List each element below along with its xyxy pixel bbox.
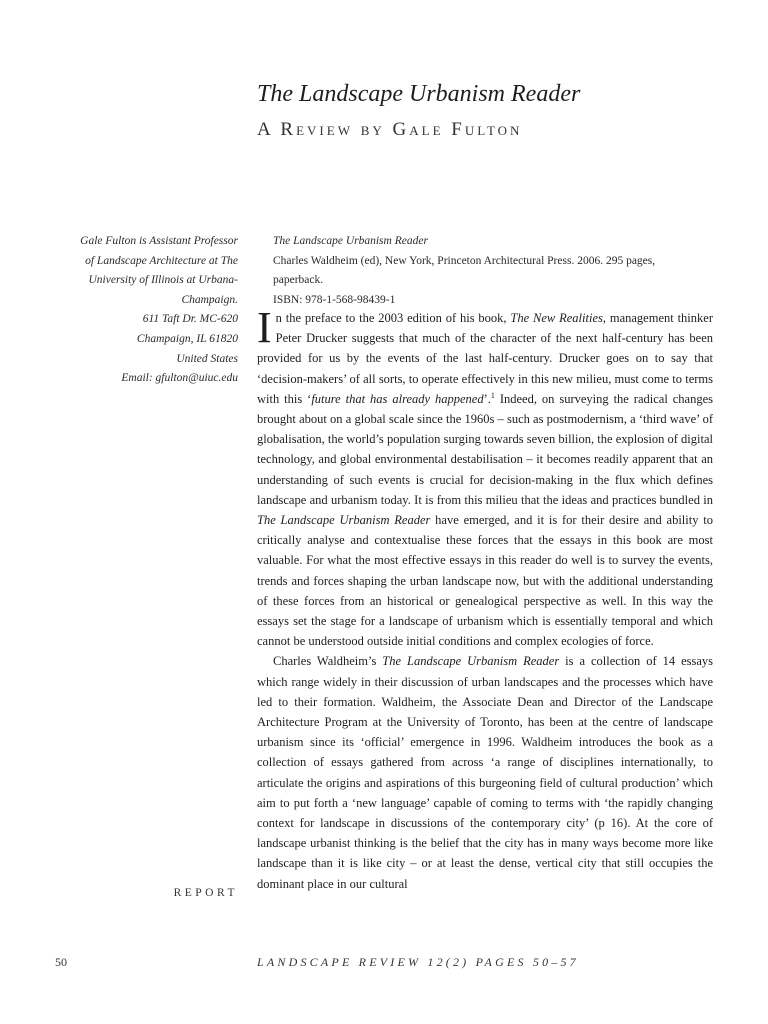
paragraph-1 [257, 303, 713, 651]
text-run: n the preface to the 2003 edition of his book, [275, 311, 511, 325]
author-note-line: of Landscape Architecture at The [85, 254, 238, 267]
page-number: 50 [55, 955, 67, 969]
author-note [40, 232, 238, 389]
book-details-cont: paperback. [273, 274, 324, 287]
book-isbn: ISBN: 978-1-568-98439-1 [273, 293, 396, 306]
italic-title: The New Realities [510, 311, 603, 325]
italic-title: The Landscape Urbanism Reader [257, 513, 431, 528]
paragraph-2 [257, 651, 713, 893]
book-details: Charles Waldheim (ed), New York, Princeton Architectural Press. 2006. 295 pages, [273, 254, 656, 267]
author-note-line: Champaign. [181, 293, 238, 306]
drop-cap: I [257, 303, 272, 352]
article-body [257, 303, 714, 894]
article-subtitle: A Review by Gale Fulton [257, 119, 523, 140]
author-address-line: United States [176, 352, 238, 365]
author-address-line: 611 Taft Dr. MC-620 [142, 313, 238, 326]
footnote-ref: 1 [490, 390, 495, 400]
author-address-line: Champaign, IL 61820 [136, 332, 238, 345]
text-run: is a collection of 14 essays which range widely in their discussion of urban landscapes and the processes which have led to their formation. Waldheim, the Associate Dean and Director of the Landscape Architecture Program at the University of Toronto, has been at the centre of landscape urbanism since its ‘official’ emergence in 1996. Waldheim introduces the book as a collection of essays gathered from across ‘a range of disciplines internationally, to articulate the origins and aspirations of this burgeoning field of cultural production’ which aim to put forth a ‘new language’ capable of coming to terms with ‘the rapidly changing context for landscape in discussions of the contemporary city’ (p 16). At the core of landscape urbanist thinking is the belief that the city has in many ways become more like landscape than it is like city – or at least the dense, vertical city that still occupies the dominant place in our cultural [257, 654, 714, 891]
author-note-line: University of Illinois at Urbana- [88, 274, 238, 287]
book-title: The Landscape Urbanism Reader [273, 235, 428, 247]
italic-quote: future that has already happened [311, 391, 484, 406]
bibliographic-details [273, 232, 713, 310]
journal-footer: LANDSCAPE REVIEW 12(2) PAGES 50–57 [257, 955, 579, 969]
italic-title: The Landscape Urbanism Reader [382, 654, 560, 669]
article-title: The Landscape Urbanism Reader [257, 81, 581, 107]
author-email: Email: gfulton@uiuc.edu [121, 372, 238, 385]
text-run: , management thinker Peter Drucker suggests that much of the character of the next half-century has been provided for us by the events of the last half-century. Drucker goes on to say that ‘decision-makers’ of all sorts, to operate effectively in this new milieu, must come to terms with this ‘ [257, 311, 713, 406]
author-note-line: Gale Fulton is Assistant Professor [80, 235, 238, 247]
text-run: ’. [483, 391, 491, 406]
text-run: Charles Waldheim’s [273, 654, 383, 669]
text-run: have emerged, and it is for their desire and ability to critically analyse and contextualise these forces that the essays in this book are most valuable. For what the most effective essays in this reader do well is to survey the events, trends and forces shaping the urban landscape now, but with the additional understanding of these forces from an historical or genealogical perspective as well. In this way the essays set the stage for a landscape of urbanism which is essentially temporal and which cannot be understood outside initial conditions and complex ecologies of force. [257, 513, 713, 649]
section-label: REPORT [173, 887, 238, 899]
text-run: Indeed, on surveying the radical changes brought about on a global scale since the 1960s – such as postmodernism, a ‘third wave’ of globalisation, the world’s population surging towards seven billion, the explosion of digital technology, and global environmental destabilisation – it becomes readily apparent that an understanding of such events is crucial for decision-making in the flux which defines landscape and urbanism today. It is from this milieu that the ideas and practices bundled in [257, 391, 713, 507]
